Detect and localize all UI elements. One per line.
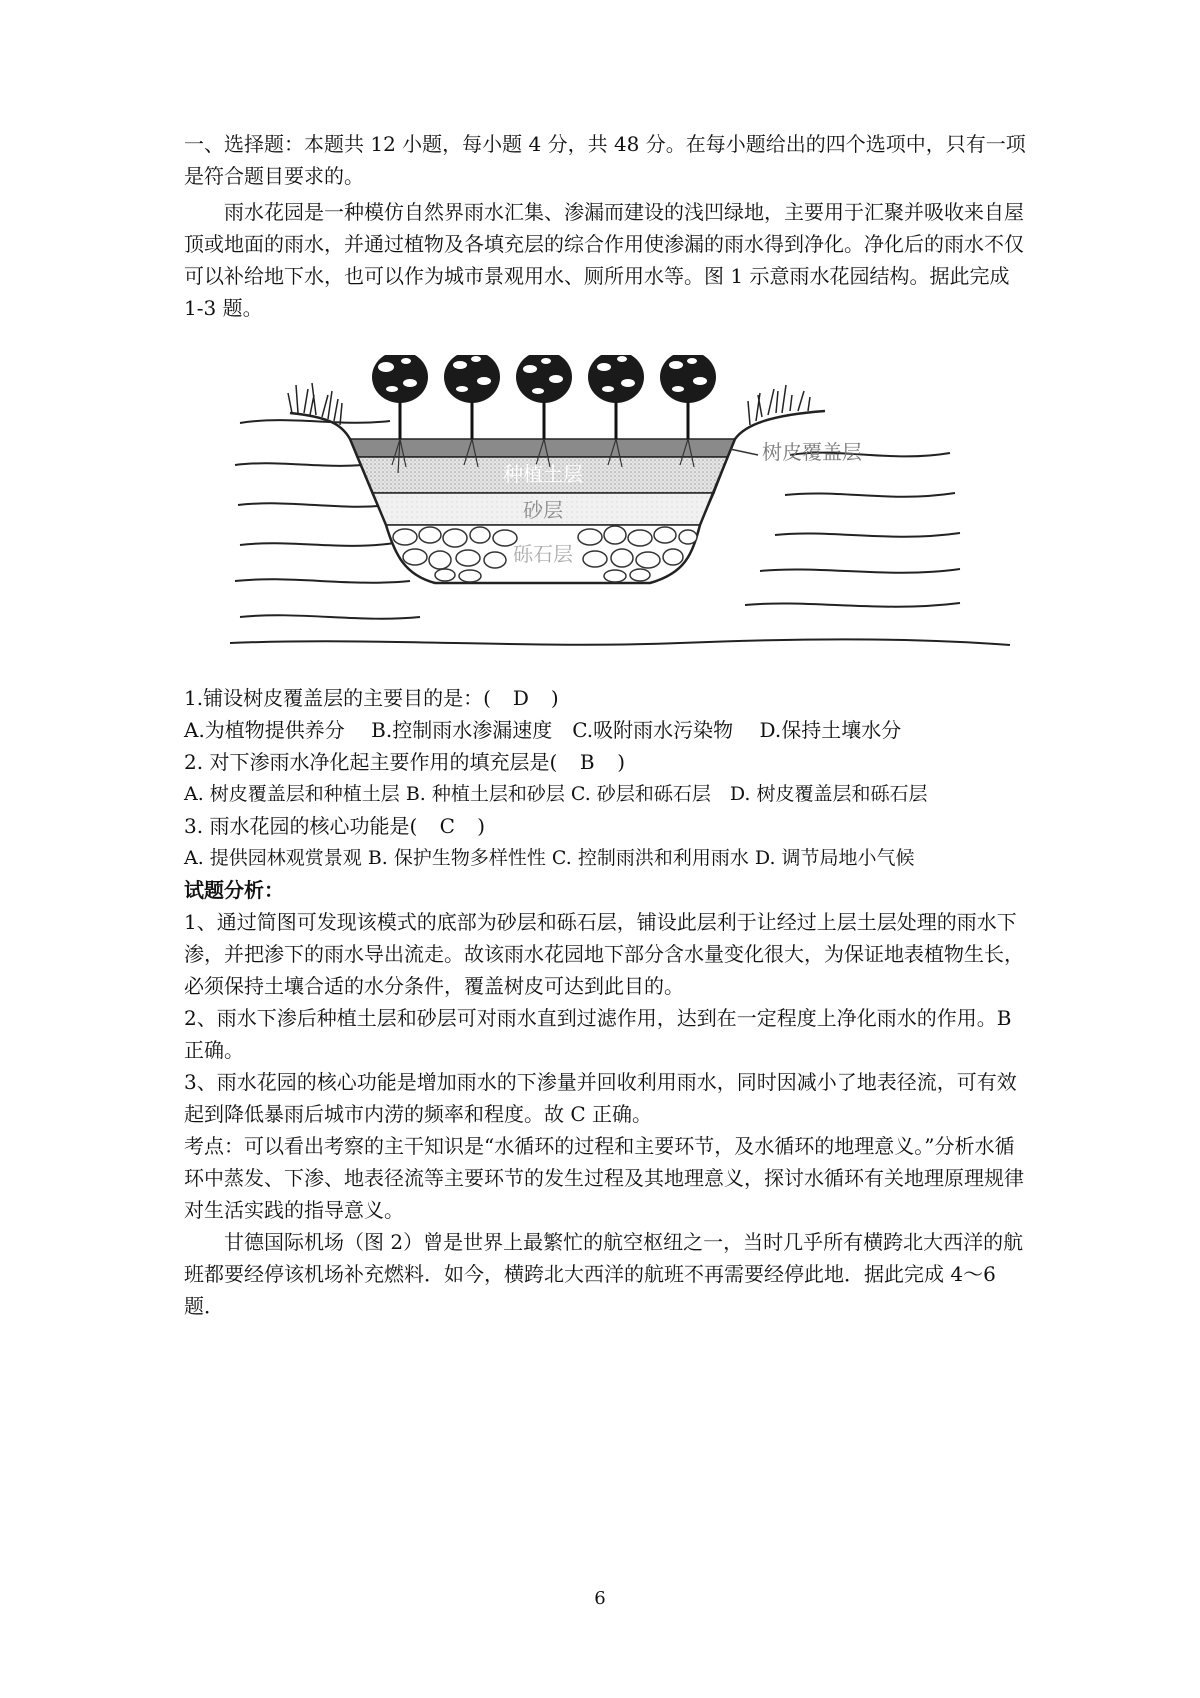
question-stem: 3. 雨水花园的核心功能是(: [184, 814, 418, 838]
question-close-paren: ): [617, 750, 626, 774]
question-stem: 2. 对下渗雨水净化起主要作用的填充层是(: [184, 750, 558, 774]
question-answer: B: [579, 750, 595, 774]
question-close-paren: ): [477, 814, 486, 838]
question-close-paren: ): [550, 686, 559, 710]
rain-garden-diagram: [230, 355, 1010, 667]
question-1-stem: [184, 682, 1029, 714]
analysis-item-2: 2、雨水下渗后种植土层和砂层可对雨水直到过滤作用，达到在一定程度上净化雨水的作用。B 正确。: [184, 1006, 1012, 1062]
question-2-options: A. 树皮覆盖层和种植土层 B. 种植土层和砂层 C. 砂层和砾石层 D. 树皮覆盖层和砾石层: [184, 783, 928, 805]
passage-rain-garden: 雨水花园是一种模仿自然界雨水汇集、渗漏而建设的浅凹绿地，主要用于汇聚并吸收来自屋顶或地面的雨水，并通过植物及各填充层的综合作用使渗漏的雨水得到净化。净化后的雨水不仅可以补给地下水，也可以作为城市景观用水、厕所用水等。图 1 示意雨水花园结构。据此完成 1-3 题。: [184, 200, 1024, 320]
analysis-title: 试题分析：: [184, 878, 284, 902]
question-3-stem: [184, 810, 1029, 842]
question-stem: 1.铺设树皮覆盖层的主要目的是：(: [184, 686, 491, 710]
question-3-options: A. 提供园林观赏景观 B. 保护生物多样性性 C. 控制雨洪和利用雨水 D. 调节局地小气候: [184, 847, 915, 869]
section-intro: [184, 128, 1029, 324]
ground-base-line: [230, 639, 1010, 645]
label-gravel-layer: 砾石层: [513, 542, 573, 566]
grass-right: [748, 385, 810, 425]
questions-block: [184, 682, 1029, 1322]
analysis-item-1: 1、通过简图可发现该模式的底部为砂层和砾石层，铺设此层利于让经过上层土层处理的雨水下渗，并把渗下的雨水导出流走。故该雨水花园地下部分含水量变化很大，为保证地表植物生长，必须保持土壤合适的水分条件，覆盖树皮可达到此目的。: [184, 910, 1024, 998]
label-bark-layer: 树皮覆盖层: [762, 440, 862, 464]
analysis-item-3: 3、雨水花园的核心功能是增加雨水的下渗量并回收利用雨水，同时因减小了地表径流，可有效起到降低暴雨后城市内涝的频率和程度。故 C 正确。: [184, 1070, 1017, 1126]
bark-layer: [350, 439, 735, 457]
analysis-kaodian: 考点：可以看出考察的主干知识是“水循环的过程和主要环节，及水循环的地理意义。”分析水循环中蒸发、下渗、地表径流等主要环节的发生过程及其地理意义，探讨水循环有关地理原理规律对生活实践的指导意义。: [184, 1134, 1024, 1222]
ground-lines-right: [745, 453, 960, 607]
question-2-stem: [184, 746, 1029, 778]
bark-leader-line: [730, 449, 758, 455]
grass-left: [288, 383, 342, 425]
label-sand-layer: 砂层: [523, 498, 563, 522]
label-soil-layer: 种植土层: [503, 462, 583, 486]
page-number: 6: [594, 1588, 606, 1609]
question-answer: C: [439, 814, 455, 838]
passage-gander-airport: 甘德国际机场（图 2）曾是世界上最繁忙的航空枢纽之一，当时几乎所有横跨北大西洋的航班都要经停该机场补充燃料．如今，横跨北大西洋的航班不再需要经停此地．据此完成 4～6 题．: [184, 1230, 1024, 1318]
question-answer: D: [512, 686, 529, 710]
section-heading: 一、选择题：本题共 12 小题，每小题 4 分，共 48 分。在每小题给出的四个选项中，只有一项是符合题目要求的。: [184, 132, 1026, 188]
question-1-options: A.为植物提供养分 B.控制雨水渗漏速度 C.吸附雨水污染物 D.保持土壤水分: [184, 718, 902, 742]
